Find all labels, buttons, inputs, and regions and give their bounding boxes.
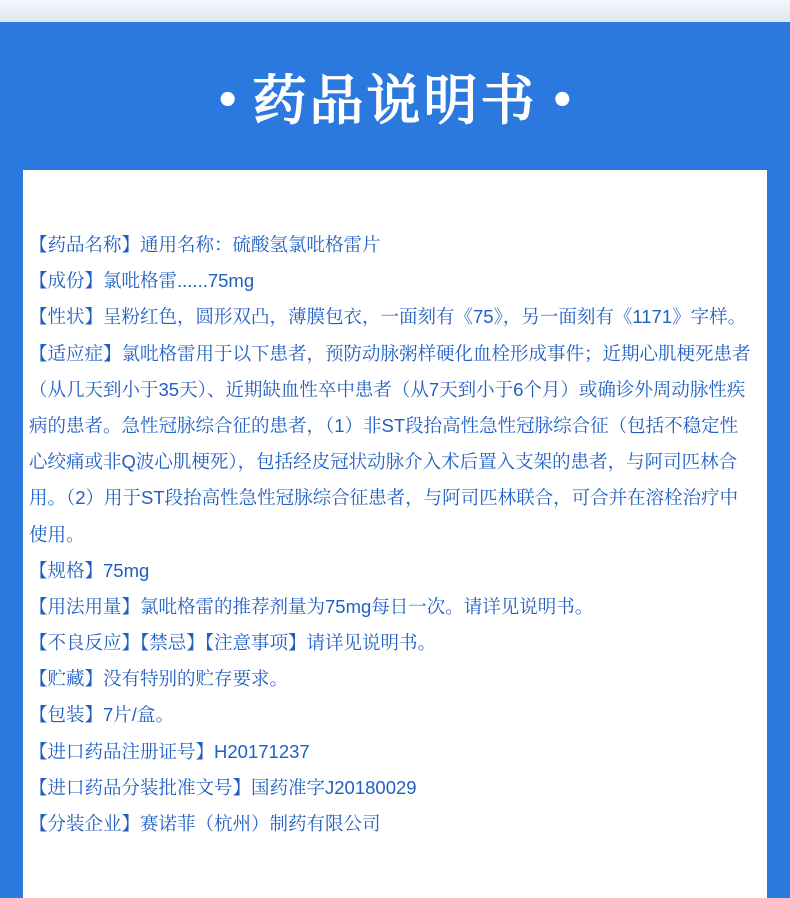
entry-line — [29, 553, 763, 589]
indications-text-line: 心绞痛或非Q波心肌梗死），包括经皮冠状动脉介入术后置入支架的患者，与阿司匹林合 — [29, 451, 738, 473]
warnings-label: 【不良反应】【禁忌】【注意事项】 — [29, 632, 307, 654]
entry-drug-name — [29, 227, 763, 263]
repackaging-company-value: 赛诺菲（杭州）制药有限公司 — [140, 813, 381, 834]
repackaging-company-label: 【分装企业】 — [29, 813, 141, 834]
entry-line — [29, 480, 763, 516]
page-title: 药品说明书 — [252, 71, 538, 131]
drug-name-label: 【药品名称】 — [29, 234, 141, 255]
instruction-content — [23, 170, 767, 842]
specification-label: 【规格】 — [29, 559, 104, 581]
indications-text-line: 用。（2）用于ST段抬高性急性冠脉综合征患者，与阿司匹林联合，可合并在溶栓治疗中 — [29, 487, 739, 509]
entry-line — [29, 299, 763, 335]
entry-line — [29, 227, 763, 263]
entry-line — [29, 697, 763, 733]
entry-import-registration-number — [29, 734, 763, 770]
specification-value: 75mg — [103, 559, 150, 581]
indications-text-line: （从几天到小于35天）、近期缺血性卒中患者（从7天到小于6个月）或确诊外周动脉性疾 — [29, 378, 746, 400]
entry-appearance — [29, 299, 763, 335]
title-bullet-left: • — [214, 78, 241, 124]
entry-line — [29, 734, 763, 770]
repackaging-approval-number-value: 国药准字J20180029 — [251, 776, 417, 798]
warnings-value: 请详见说明书。 — [306, 632, 437, 654]
entry-line — [29, 336, 763, 372]
indications-text-line: 病的患者。急性冠脉综合征的患者，（1）非ST段抬高性急性冠脉综合征（包括不稳定性 — [29, 414, 739, 436]
entry-ingredients — [29, 263, 763, 299]
entry-specification — [29, 553, 763, 589]
entry-line — [29, 444, 763, 480]
ingredients-value: 氯吡格雷......75mg — [103, 270, 255, 292]
import-registration-number-value: H20171237 — [214, 740, 310, 762]
entry-line — [29, 372, 763, 408]
entry-line — [29, 661, 763, 697]
entry-line — [29, 625, 763, 661]
indications-label: 【适应症】 — [29, 342, 122, 364]
import-registration-number-label: 【进口药品注册证号】 — [29, 740, 215, 762]
dosage-label: 【用法用量】 — [29, 595, 141, 617]
entry-packaging — [29, 697, 763, 733]
entry-line — [29, 770, 763, 806]
appearance-value: 呈粉红色，圆形双凸，薄膜包衣，一面刻有《75》，另一面刻有《1171》字样。 — [103, 306, 747, 328]
entry-repackaging-approval-number — [29, 770, 763, 806]
entry-line — [29, 263, 763, 299]
packaging-label: 【包装】 — [29, 704, 104, 726]
entry-line — [29, 589, 763, 625]
entry-line — [29, 408, 763, 444]
entry-storage — [29, 661, 763, 697]
drug-name-value: 通用名称：硫酸氢氯吡格雷片 — [140, 234, 381, 255]
entry-line — [29, 806, 763, 842]
storage-label: 【贮藏】 — [29, 668, 104, 690]
entry-line — [29, 517, 763, 553]
dosage-value: 氯吡格雷的推荐剂量为75mg每日一次。请详见说明书。 — [140, 595, 594, 617]
indications-text-line: 使用。 — [29, 523, 85, 545]
packaging-value: 7片/盒。 — [103, 704, 174, 726]
entry-indications — [29, 336, 763, 553]
ingredients-label: 【成份】 — [29, 270, 104, 292]
entry-warnings — [29, 625, 763, 661]
entry-repackaging-company — [29, 806, 763, 842]
indications-text-line: 氯吡格雷用于以下患者，预防动脉粥样硬化血栓形成事件；近期心肌梗死患者 — [121, 342, 751, 364]
storage-value: 没有特别的贮存要求。 — [103, 668, 289, 690]
top-banner-strip — [0, 0, 790, 22]
instruction-panel — [23, 170, 767, 898]
repackaging-approval-number-label: 【进口药品分装批准文号】 — [29, 776, 252, 798]
entry-dosage — [29, 589, 763, 625]
appearance-label: 【性状】 — [29, 306, 104, 328]
page-header — [0, 68, 790, 134]
title-bullet-right: • — [549, 78, 576, 124]
